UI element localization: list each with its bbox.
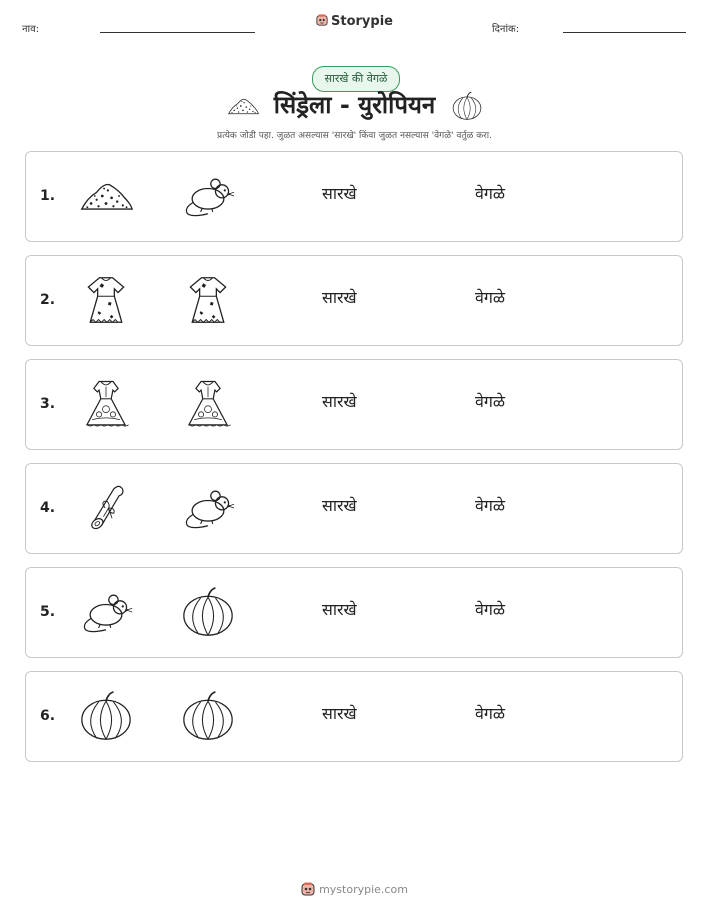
list-item (25, 151, 683, 242)
crumbs-pile-icon (78, 170, 134, 222)
different-option[interactable]: वेगळे (475, 496, 506, 515)
pumpkin-icon (180, 586, 236, 638)
item-number: 6. (40, 708, 56, 724)
scroll-icon (78, 482, 134, 534)
different-option[interactable]: वेगळे (475, 184, 506, 203)
name-line[interactable] (100, 32, 255, 33)
list-item (25, 463, 683, 554)
different-option[interactable]: वेगळे (475, 288, 506, 307)
date-line[interactable] (563, 32, 686, 33)
storypie-logo-icon (301, 882, 315, 896)
item-number: 2. (40, 292, 56, 308)
different-option[interactable]: वेगळे (475, 704, 506, 723)
ball-gown-icon (180, 378, 236, 430)
page-title: सिंड्रेला - युरोपियन (273, 91, 436, 119)
pumpkin-icon (451, 90, 483, 122)
list-item (25, 255, 683, 346)
brand-logo (0, 14, 709, 29)
brand-name: Storypie (331, 14, 393, 29)
footer-url: mystorypie.com (319, 883, 408, 896)
name-label: नाव: (22, 24, 40, 35)
pumpkin-icon (180, 690, 236, 742)
same-option[interactable]: सारखे (322, 288, 357, 307)
date-label: दिनांक: (492, 24, 520, 35)
same-option[interactable]: सारखे (322, 600, 357, 619)
footer (0, 882, 709, 896)
ball-gown-icon (78, 378, 134, 430)
pumpkin-icon (78, 690, 134, 742)
worksheet-type-badge: सारखे की वेगळे (312, 66, 400, 92)
different-option[interactable]: वेगळे (475, 392, 506, 411)
same-option[interactable]: सारखे (322, 184, 357, 203)
list-item (25, 671, 683, 762)
ragged-dress-icon (180, 274, 236, 326)
list-item (25, 567, 683, 658)
item-number: 5. (40, 604, 56, 620)
mouse-icon (180, 482, 236, 534)
list-item (25, 359, 683, 450)
mouse-icon (180, 170, 236, 222)
same-option[interactable]: सारखे (322, 496, 357, 515)
instructions: प्रत्येक जोडी पहा. जुळत असल्यास 'सारखे' किंवा जुळत नसल्यास 'वेगळे' वर्तुळ करा. (216, 131, 492, 141)
storypie-logo-icon (316, 14, 328, 26)
same-option[interactable]: सारखे (322, 392, 357, 411)
item-number: 4. (40, 500, 56, 516)
item-number: 1. (40, 188, 56, 204)
same-option[interactable]: सारखे (322, 704, 357, 723)
item-number: 3. (40, 396, 56, 412)
different-option[interactable]: वेगळे (475, 600, 506, 619)
ragged-dress-icon (78, 274, 134, 326)
mouse-icon (78, 586, 134, 638)
